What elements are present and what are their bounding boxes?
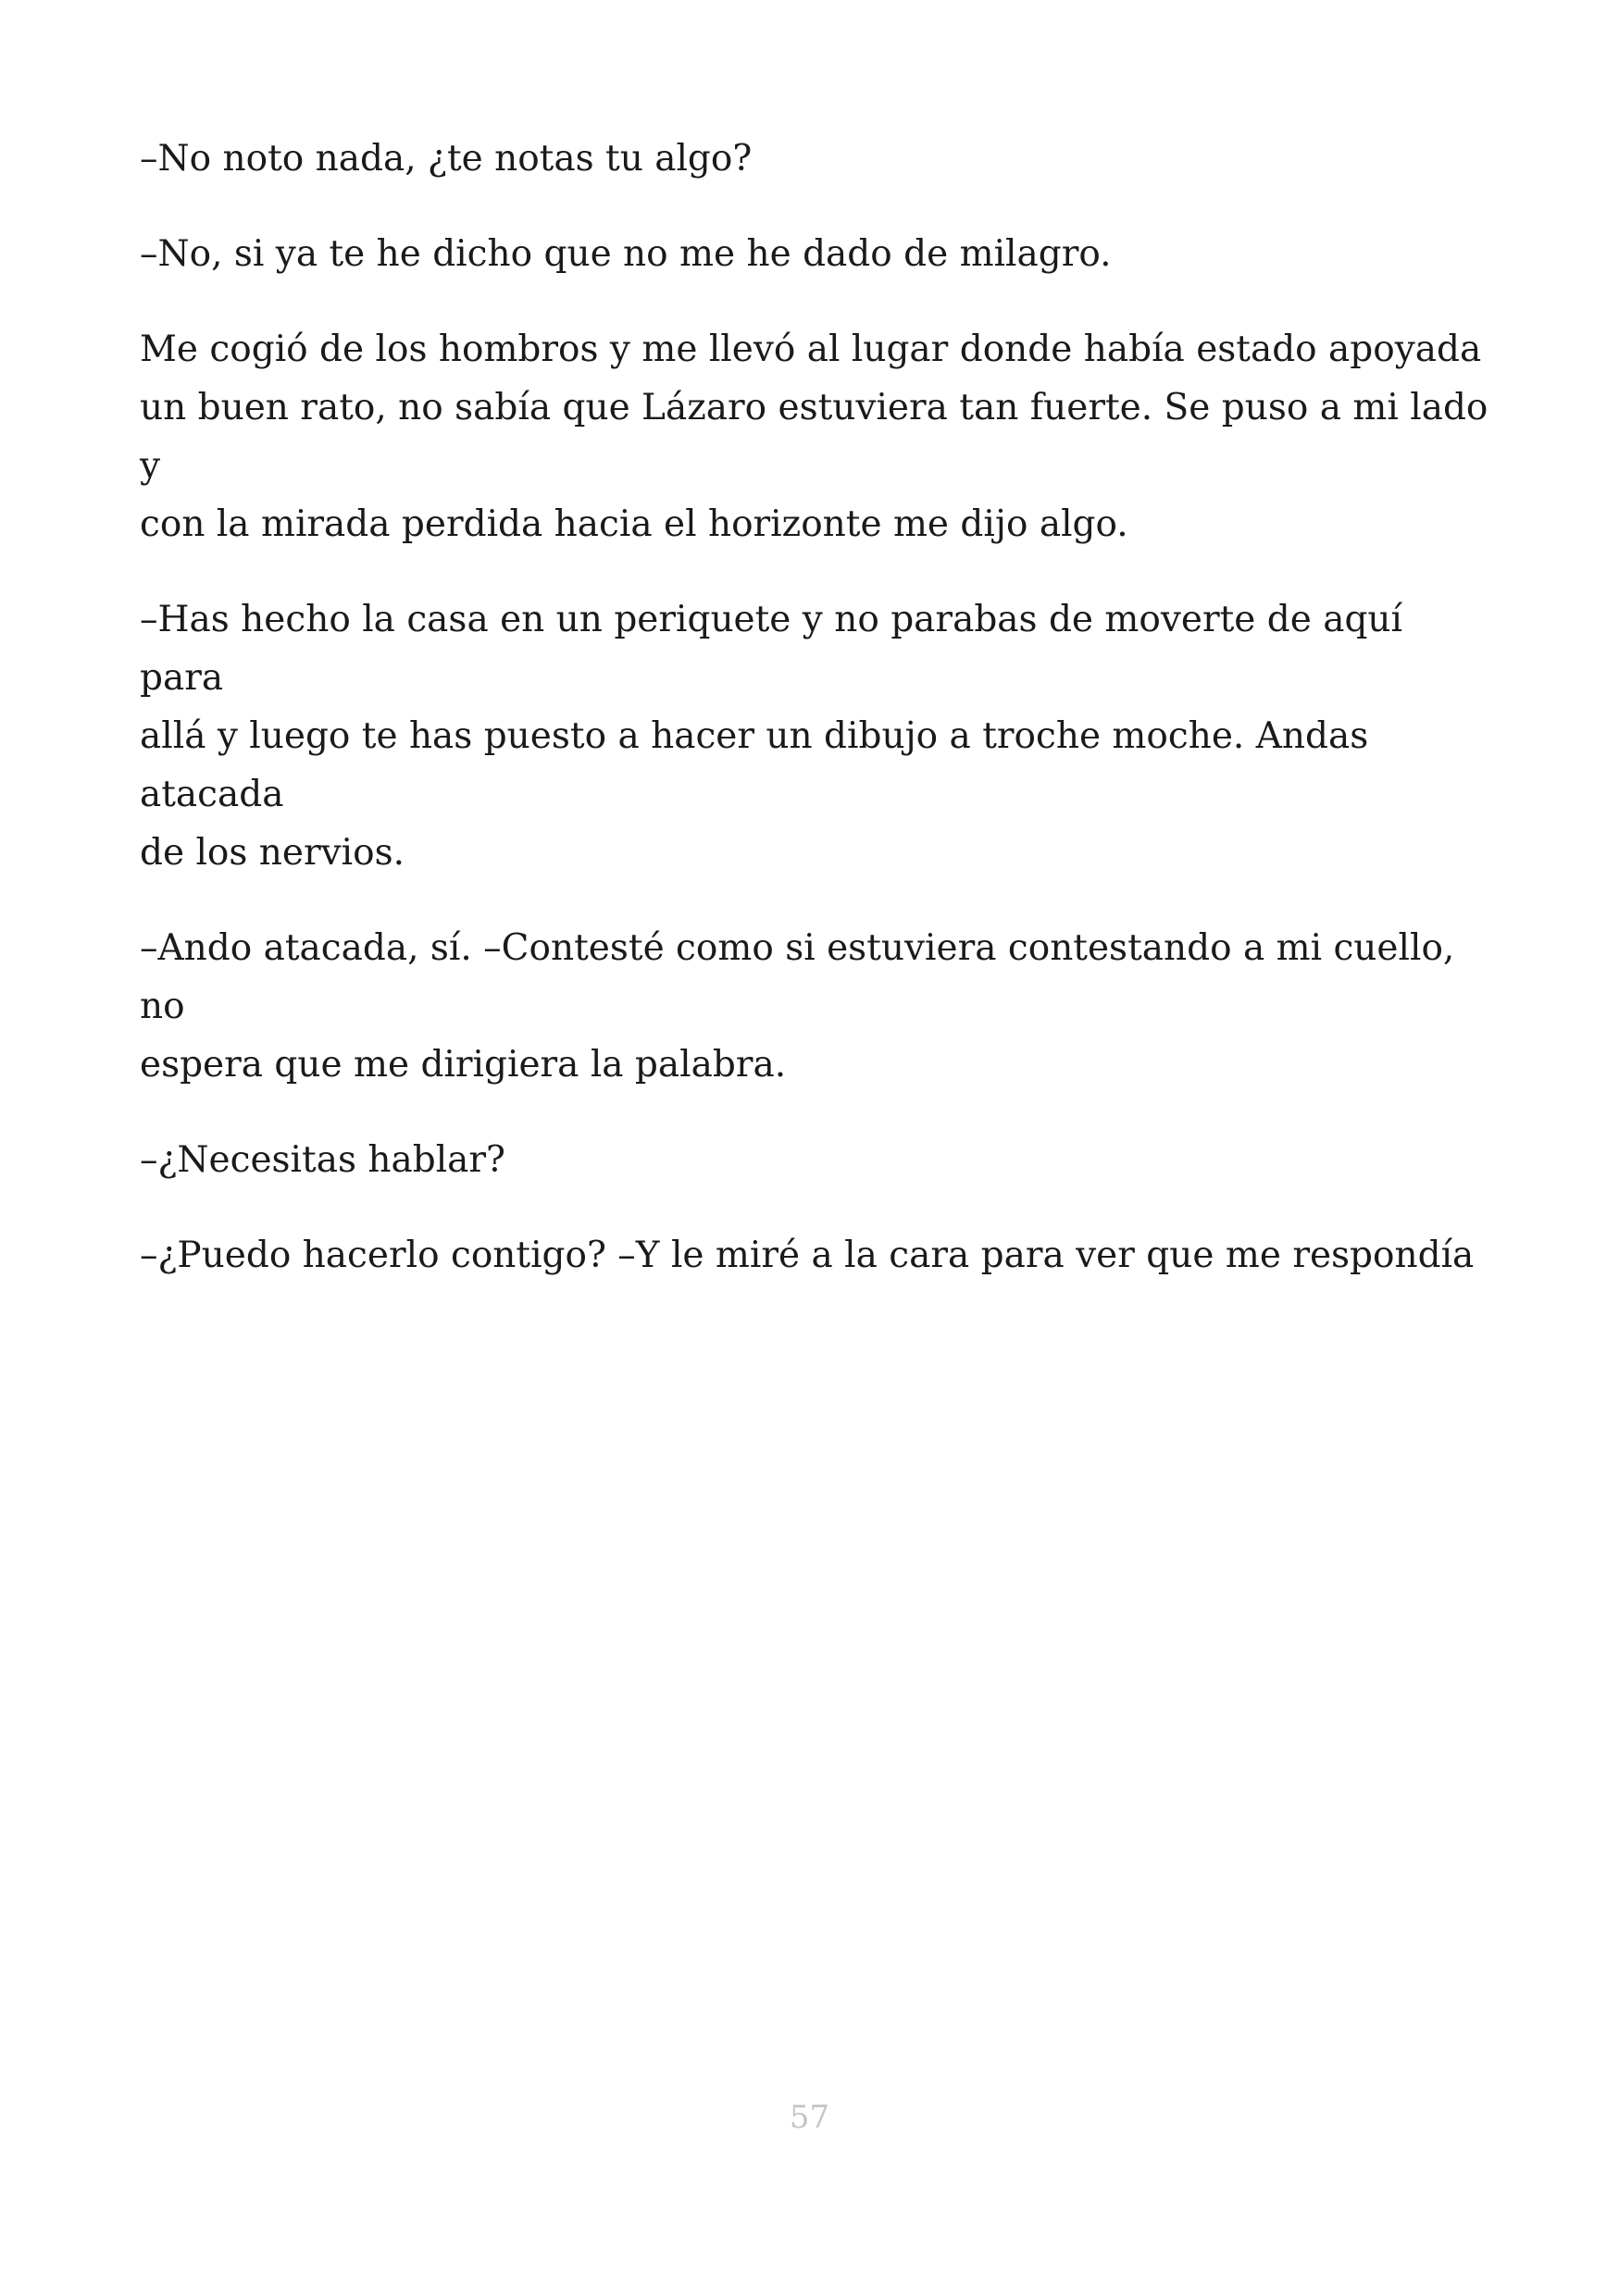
page-text-body: [140, 130, 1491, 1322]
paragraph-3: Me cogió de los hombros y me llevó al lugar donde había estado apoyada un buen rato, no sabía que Lázaro estuviera tan fuerte. Se puso a mi lado y con la mirada perdida hacia el horizonte me dijo algo.: [140, 329, 1488, 545]
page-number: 57: [789, 2099, 830, 2136]
paragraph-5: –Ando atacada, sí. –Contesté como si estuviera contestando a mi cuello, no espera que me dirigiera la palabra.: [140, 927, 1455, 1086]
paragraph-4: –Has hecho la casa en un periquete y no parabas de moverte de aquí para allá y luego te has puesto a hacer un dibujo a troche moche. Andas atacada de los nervios.: [140, 599, 1403, 874]
paragraph-1: –No noto nada, ¿te notas tu algo?: [140, 138, 753, 180]
paragraph-7: –¿Puedo hacerlo contigo? –Y le miré a la cara para ver que me respondía: [140, 1235, 1475, 1276]
paragraph-2: –No, si ya te he dicho que no me he dado de milagro.: [140, 233, 1112, 275]
paragraph-6: –¿Necesitas hablar?: [140, 1139, 505, 1181]
